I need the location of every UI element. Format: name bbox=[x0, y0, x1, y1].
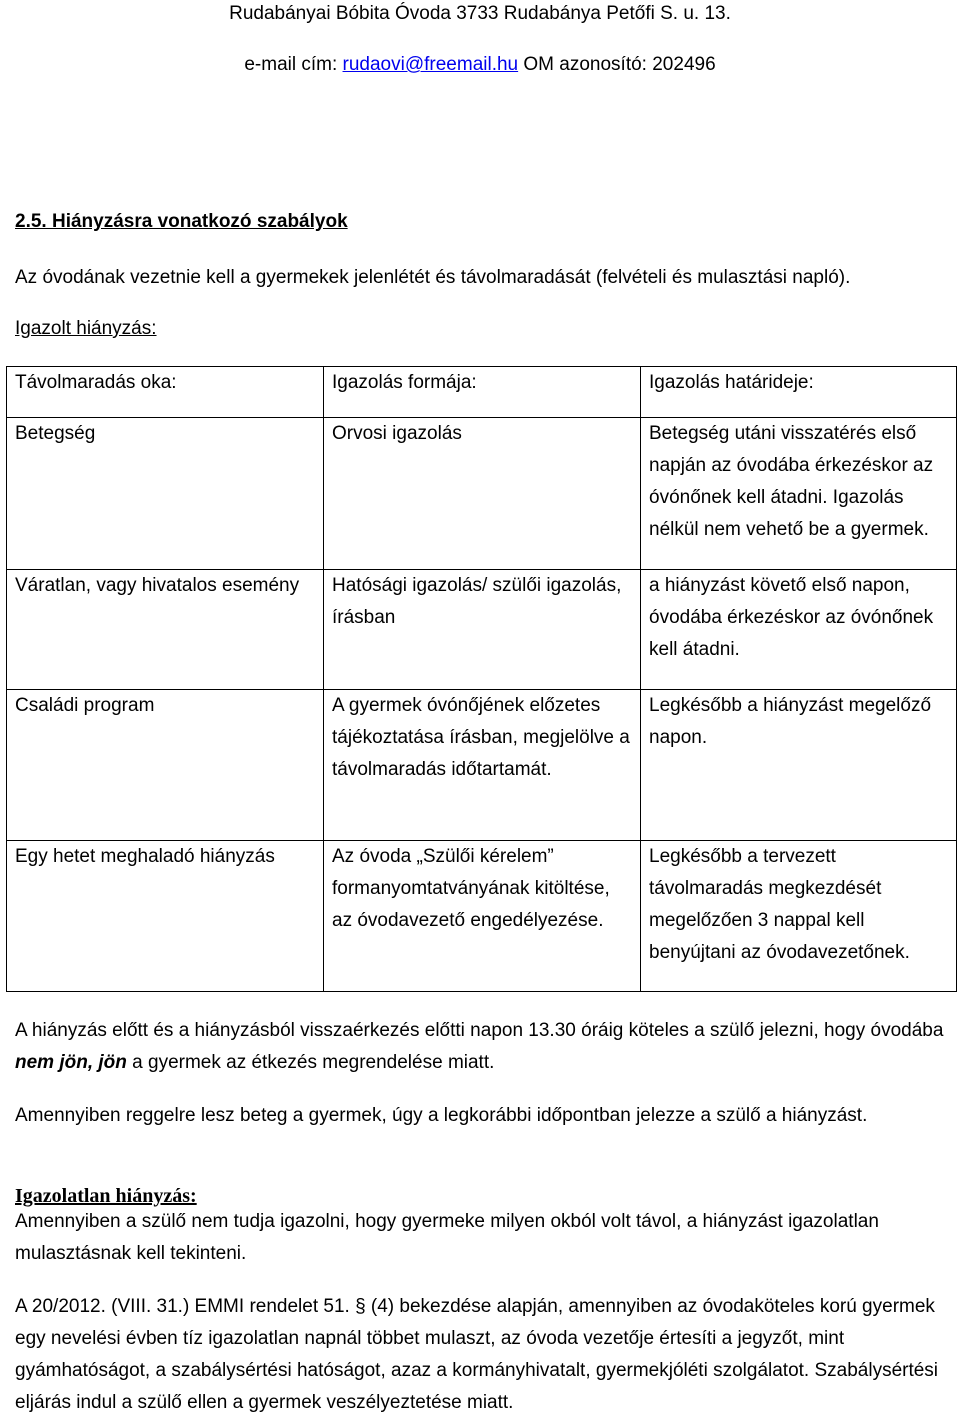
notification-paragraph bbox=[15, 1015, 950, 1079]
sick-morning-paragraph: Amennyiben reggelre lesz beteg a gyermek, úgy a legkorábbi időpontban jelezze a szülő a hiányzást. bbox=[15, 1105, 868, 1126]
header-contact bbox=[0, 55, 960, 74]
table-cell: Betegség bbox=[7, 418, 324, 570]
intro-paragraph: Az óvodának vezetnie kell a gyermekek jelenlétét és távolmaradását (felvételi és mulasztási napló). bbox=[15, 267, 851, 288]
email-link[interactable]: rudaovi@freemail.hu bbox=[342, 54, 519, 75]
justified-absence-title: Igazolt hiányzás: bbox=[15, 318, 157, 339]
table-cell: Betegség utáni visszatérés első napján az óvodába érkezéskor az óvónőnek kell átadni. Igazolás nélkül nem vehető be a gyermek. bbox=[641, 418, 957, 570]
table-cell: Hatósági igazolás/ szülői igazolás, írásban bbox=[324, 570, 641, 690]
table-cell: Legkésőbb a hiányzást megelőző napon. bbox=[641, 690, 957, 841]
table-header-cell: Igazolás határideje: bbox=[641, 367, 957, 418]
table-row bbox=[7, 841, 957, 992]
table-cell: Az óvoda „Szülői kérelem” formanyomtatványának kitöltése, az óvodavezető engedélyezése. bbox=[324, 841, 641, 992]
table-header-cell: Igazolás formája: bbox=[324, 367, 641, 418]
email-label: e-mail cím: bbox=[244, 54, 343, 75]
notification-emphasis: nem jön, jön bbox=[15, 1052, 127, 1073]
notification-text-end: a gyermek az étkezés megrendelése miatt. bbox=[126, 1052, 495, 1073]
table-cell: Váratlan, vagy hivatalos esemény bbox=[7, 570, 324, 690]
table-cell: Legkésőbb a tervezett távolmaradás megkezdését megelőzően 3 nappal kell benyújtani az óvodavezetőnek. bbox=[641, 841, 957, 992]
table-row bbox=[7, 690, 957, 841]
section-title: 2.5. Hiányzásra vonatkozó szabályok bbox=[15, 211, 348, 232]
unjustified-definition-paragraph: Amennyiben a szülő nem tudja igazolni, hogy gyermeke milyen okból volt távol, a hiányzást igazolatlan mulasztásnak kell tekinteni. bbox=[15, 1211, 879, 1264]
unjustified-absence-title: Igazolatlan hiányzás: bbox=[15, 1185, 197, 1207]
table-cell: A gyermek óvónőjének előzetes tájékoztatása írásban, megjelölve a távolmaradás időtartamát. bbox=[324, 690, 641, 841]
table-header-row bbox=[7, 367, 957, 418]
notification-text-start: A hiányzás előtt és a hiányzásból visszaérkezés előtti napon 13.30 óráig köteles a szülő jelezni, hogy óvodába bbox=[15, 1020, 944, 1041]
table-cell: Egy hetet meghaladó hiányzás bbox=[7, 841, 324, 992]
absence-rules-table bbox=[6, 366, 957, 992]
table-cell: Orvosi igazolás bbox=[324, 418, 641, 570]
table-header-cell: Távolmaradás oka: bbox=[7, 367, 324, 418]
om-identifier: OM azonosító: 202496 bbox=[518, 54, 716, 75]
table-row bbox=[7, 418, 957, 570]
table-cell: Családi program bbox=[7, 690, 324, 841]
table-row bbox=[7, 570, 957, 690]
header-address: Rudabányai Bóbita Óvoda 3733 Rudabánya Petőfi S. u. 13. bbox=[229, 3, 731, 24]
table-cell: a hiányzást követő első napon, óvodába érkezéskor az óvónőnek kell átadni. bbox=[641, 570, 957, 690]
regulation-paragraph: A 20/2012. (VIII. 31.) EMMI rendelet 51. § (4) bekezdése alapján, amennyiben az óvodaköteles korú gyermek egy nevelési évben tíz igazolatlan napnál többet mulaszt, az óvoda vezetője értesíti a jegyzőt, mint gyámhatóságot, a szabálysértési hatóságot, azaz a kormányhivatalt, gyermekjóléti szolgálatot. Szabálysértési eljárás indul a szülő ellen a gyermek veszélyeztetése miatt. bbox=[15, 1296, 939, 1413]
